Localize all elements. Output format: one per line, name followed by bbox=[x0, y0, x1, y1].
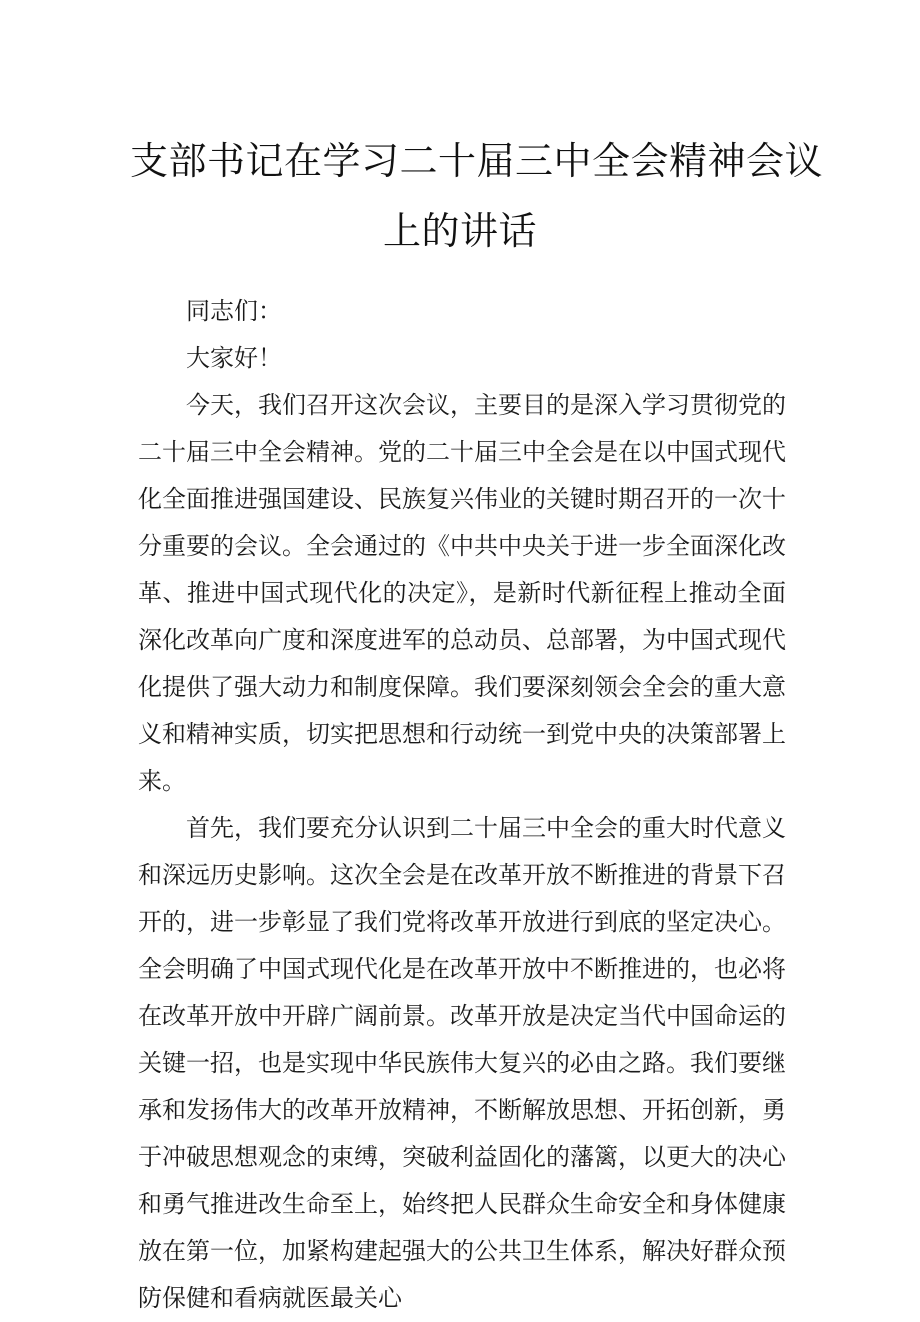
title-line-1: 支部书记在学习二十届三中全会精神会议 bbox=[130, 139, 824, 183]
salutation: 同志们： bbox=[186, 297, 282, 325]
paragraph-intro: 今天，我们召开这次会议，主要目的是深入学习贯彻党的二十届三中全会精神。党的二十届三中全会是在以中国式现代化全面推进强国建设、民族复兴伟业的关键时期召开的一次十分重要的会议。全会通过的《中共中央关于进一步全面深化改革、推进中国式现代化的决定》，是新时代新征程上推动全面深化改革向广度和深度进军的总动员、总部署，为中国式现代化提供了强大动力和制度保障。我们要深刻领会全会的重大意义和精神实质，切实把思想和行动统一到党中央的决策部署上来。 bbox=[138, 391, 786, 795]
greeting: 大家好！ bbox=[186, 344, 282, 372]
title-line-2: 上的讲话 bbox=[382, 209, 537, 253]
document-body bbox=[138, 288, 786, 1322]
document-title bbox=[130, 126, 824, 266]
paragraph-first-point: 首先，我们要充分认识到二十届三中全会的重大时代意义和深远历史影响。这次全会是在改革开放不断推进的背景下召开的，进一步彰显了我们党将改革开放进行到底的坚定决心。全会明确了中国式现代化是在改革开放中不断推进的，也必将在改革开放中开辟广阔前景。改革开放是决定当代中国命运的关键一招，也是实现中华民族伟大复兴的必由之路。我们要继承和发扬伟大的改革开放精神，不断解放思想、开拓创新，勇于冲破思想观念的束缚，突破利益固化的藩篱，以更大的决心和勇气推进改生命至上，始终把人民群众生命安全和身体健康放在第一位，加紧构建起强大的公共卫生体系，解决好群众预防保健和看病就医最关心 bbox=[138, 814, 786, 1312]
